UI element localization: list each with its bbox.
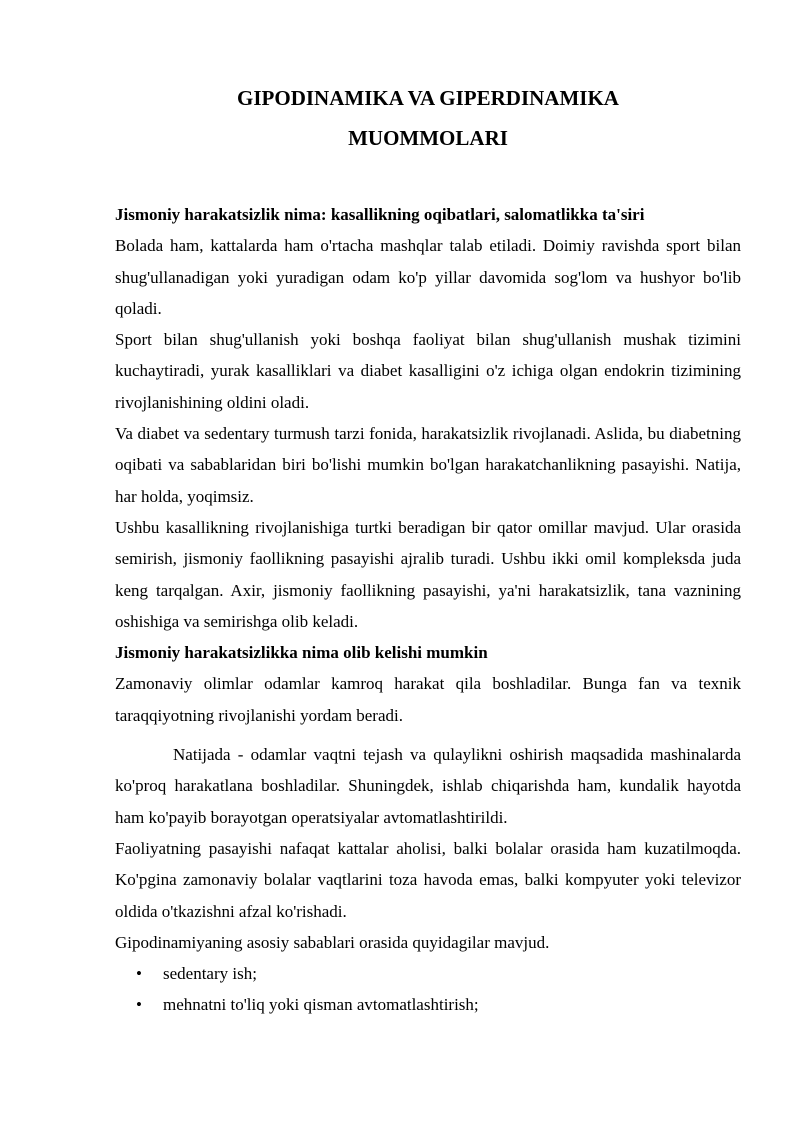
- list-item: [115, 989, 741, 1020]
- paragraph-5: Zamonaviy olimlar odamlar kamroq harakat qila boshladilar. Bunga fan va texnik taraqqiyotning rivojlanishi yordam beradi.: [115, 674, 741, 725]
- paragraph-2: Sport bilan shug'ullanish yoki boshqa faoliyat bilan shug'ullanish mushak tizimini kuchaytiradi, yurak kasalliklari va diabet kasalligini o'z ichiga olgan endokrin tizimining rivojlanishining oldini oladi.: [115, 330, 741, 412]
- causes-list: [115, 958, 741, 1021]
- document-title: [115, 78, 741, 158]
- paragraph-8: Gipodinamiyaning asosiy sabablari orasida quyidagilar mavjud.: [115, 932, 550, 952]
- list-item: [115, 958, 741, 989]
- paragraph-3: Va diabet va sedentary turmush tarzi fonida, harakatsizlik rivojlanadi. Aslida, bu diabetning oqibati va sabablaridan biri bo'lishi mumkin bo'lgan harakatchanlikning pasayishi. Natija, har holda, yoqimsiz.: [115, 424, 741, 506]
- bullet-icon: •: [136, 995, 142, 1015]
- document-body: [115, 199, 741, 1021]
- section-heading-1: Jismoniy harakatsizlik nima: kasallikning oqibatlari, salomatlikka ta'siri: [115, 205, 645, 224]
- list-item-text: sedentary ish;: [163, 964, 257, 984]
- title-line-2: MUOMMOLARI: [348, 126, 508, 150]
- list-item-text: mehnatni to'liq yoki qisman avtomatlashtirish;: [163, 995, 479, 1015]
- paragraph-1: Bolada ham, kattalarda ham o'rtacha mashqlar talab etiladi. Doimiy ravishda sport bilan shug'ullanadigan yoki yuradigan odam ko'p yillar davomida sog'lom va hushyor bo'lib qoladi.: [115, 236, 741, 318]
- paragraph-7: Faoliyatning pasayishi nafaqat kattalar aholisi, balki bolalar orasida ham kuzatilmoqda. Ko'pgina zamonaviy bolalar vaqtlarini toza havoda emas, balki kompyuter yoki televizor oldida o'tkazishni afzal ko'rishadi.: [115, 838, 741, 921]
- paragraph-6: Natijada - odamlar vaqtni tejash va qulaylikni oshirish maqsadida mashinalarda ko'proq harakatlana boshladilar. Shuningdek, ishlab chiqarishda ham, kundalik hayotda ham ko'payib borayotgan operatsiyalar avtomatlashtirildi.: [115, 745, 741, 827]
- title-line-1: GIPODINAMIKA VA GIPERDINAMIKA: [237, 86, 619, 110]
- section-heading-2: Jismoniy harakatsizlikka nima olib kelishi mumkin: [115, 643, 488, 663]
- bullet-icon: •: [136, 964, 142, 984]
- paragraph-4: Ushbu kasallikning rivojlanishiga turtki beradigan bir qator omillar mavjud. Ular orasida semirish, jismoniy faollikning pasayishi ajralib turadi. Ushbu ikki omil kompleksda juda keng tarqalgan. Axir, jismoniy faollikning pasayishi, ya'ni harakatsizlik, tana vaznining oshishiga va semirishga olib keladi.: [115, 517, 741, 631]
